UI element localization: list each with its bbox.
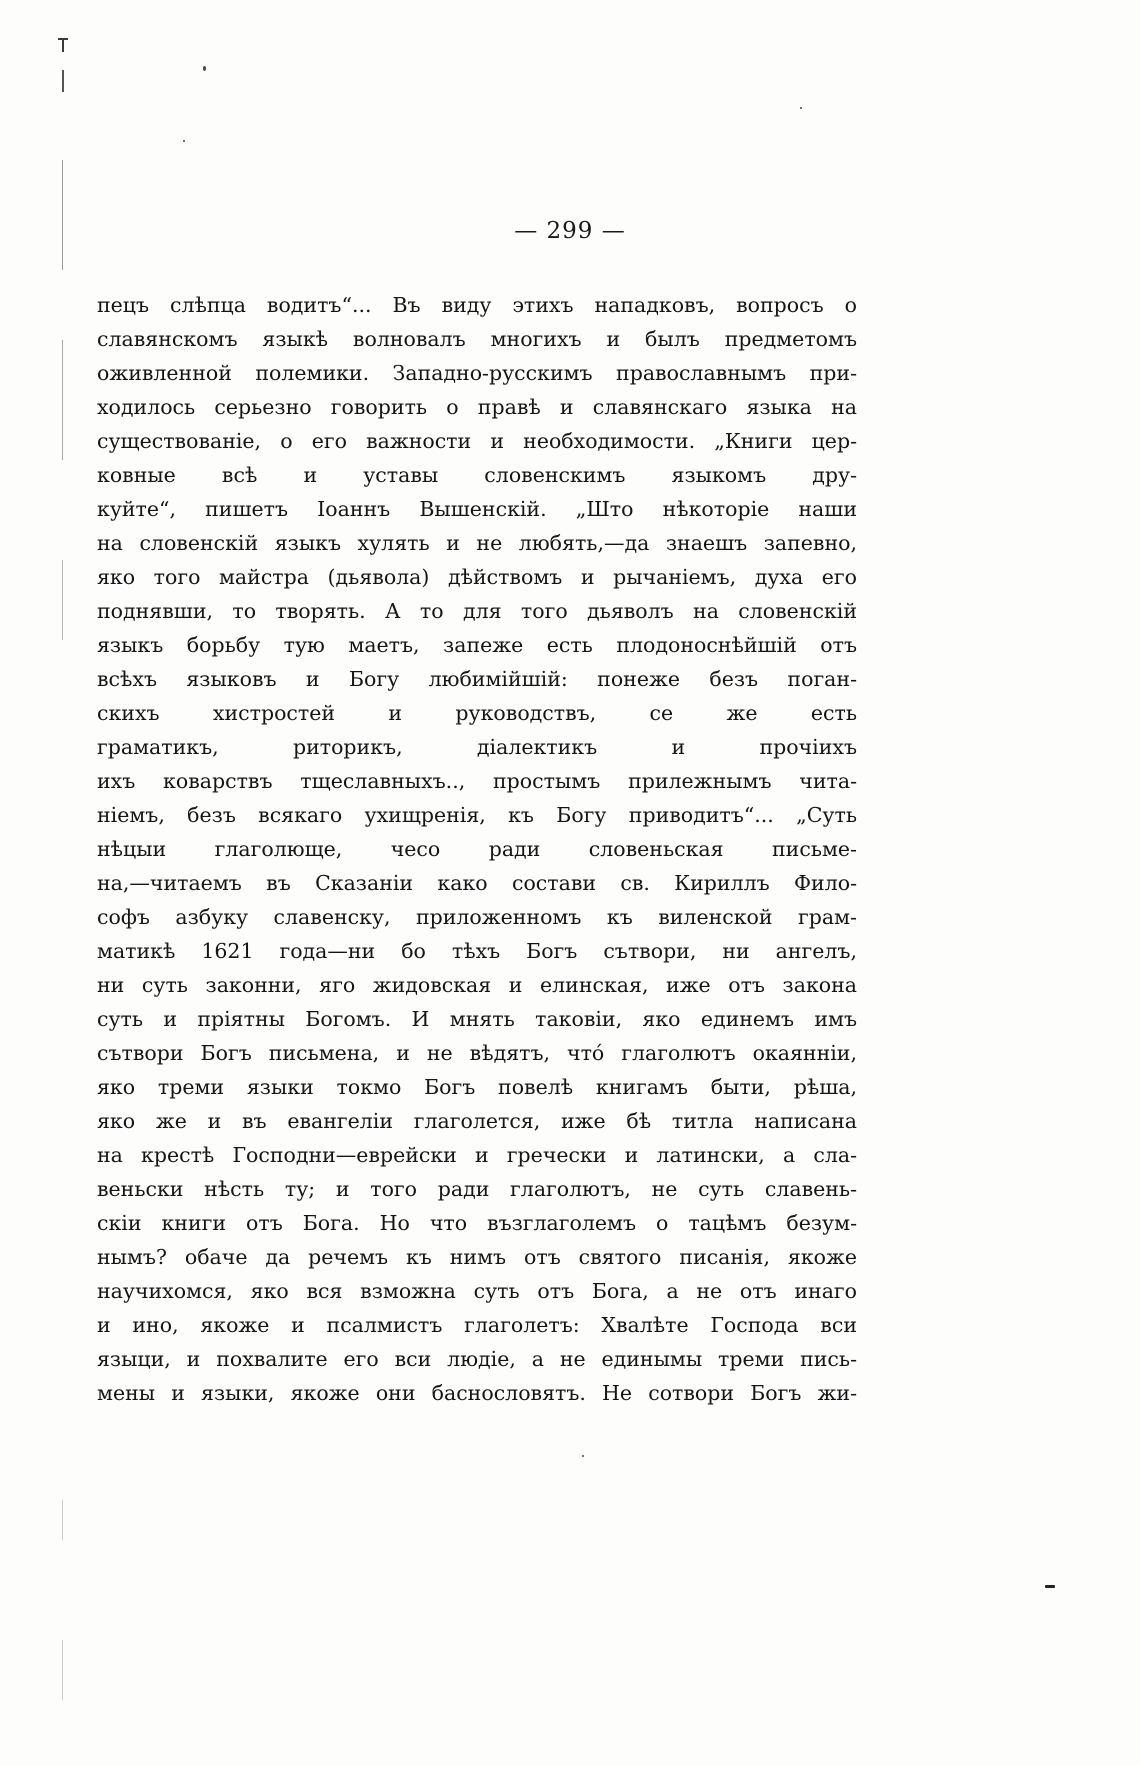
text-line: скихъ хистростей и руководствъ, се же есть [97, 701, 857, 725]
text-line: скіи книги отъ Бога. Но что възглаголемъ о тацѣмъ безум- [97, 1211, 857, 1235]
text-line: нымъ? обаче да речемъ къ нимъ отъ святого писанія, якоже [97, 1245, 857, 1269]
scan-edge-mark [62, 560, 63, 640]
scan-edge-mark [62, 340, 63, 460]
scan-edge-mark [62, 38, 64, 52]
text-line: матикѣ 1621 года—ни бо тѣхъ Богъ сътвори, ни ангелъ, [97, 939, 857, 963]
text-line: нѣцыи глаголюще, чесо ради словеньская письме- [97, 837, 857, 861]
text-line: суть и пріятны Богомъ. И мнять таковіи, яко единемъ имъ [97, 1007, 857, 1031]
body-text [97, 288, 857, 1410]
text-line: всѣхъ языковъ и Богу любимійшій: понеже безъ поган- [97, 667, 857, 691]
page-number: — 299 — [514, 218, 626, 244]
text-line: ніемъ, безъ всякаго ухищренія, къ Богу приводитъ“... „Суть [97, 803, 857, 827]
text-line: языкъ борьбу тую маетъ, запеже есть плодоноснѣйшій отъ [97, 633, 857, 657]
text-line: существованіе, о его важности и необходимости. „Книги цер- [97, 429, 857, 453]
text-line: на,—читаемъ въ Сказаніи како состави св. Кириллъ Фило- [97, 871, 857, 895]
scan-speck [203, 66, 206, 71]
scan-edge-mark [62, 160, 63, 270]
text-line: научихомся, яко вся взможна суть отъ Бога, а не отъ инаго [97, 1279, 857, 1303]
text-line: веньски нѣсть ту; и того ради глаголютъ, не суть славень- [97, 1177, 857, 1201]
text-line: софъ азбуку славенску, приложенномъ къ виленской грам- [97, 905, 857, 929]
text-line: ходилось серьезно говорить о правѣ и славянскаго языка на [97, 395, 857, 419]
scan-edge-mark [62, 1500, 63, 1540]
text-line: ни суть законни, яго жидовская и елинская, иже отъ закона [97, 973, 857, 997]
text-line: поднявши, то творять. А то для того дьяволъ на словенскій [97, 599, 857, 623]
scan-speck [183, 140, 185, 142]
text-line: на словенскій языкъ хулять и не любять,—да знаешъ запевно, [97, 531, 857, 555]
text-line: куйте“, пишетъ Іоаннъ Вышенскій. „Што нѣкоторіе наши [97, 497, 857, 521]
scan-speck [800, 107, 802, 109]
text-line: ковные всѣ и уставы словенскимъ языкомъ дру- [97, 463, 857, 487]
text-line: яко же и въ евангеліи глаголется, иже бѣ титла написана [97, 1109, 857, 1133]
text-line: сътвори Богъ письмена, и не вѣдятъ, что́ глаголютъ окаянніи, [97, 1041, 857, 1065]
text-line: оживленной полемики. Западно-русскимъ православнымъ при- [97, 361, 857, 385]
scan-edge-mark [62, 70, 64, 92]
text-line: граматикъ, риторикъ, діалектикъ и прочіихъ [97, 735, 857, 759]
text-line: языци, и похвалите его вси людіе, а не единымы треми пись- [97, 1347, 857, 1371]
text-line: славянскомъ языкѣ волновалъ многихъ и былъ предметомъ [97, 327, 857, 351]
text-line: пецъ слѣпца водитъ“... Въ виду этихъ нападковъ, вопросъ о [97, 293, 857, 317]
text-line: яко того майстра (дьявола) дѣйствомъ и рычаніемъ, духа его [97, 565, 857, 589]
text-line: и ино, якоже и псалмистъ глаголетъ: Хвалѣте Господа вси [97, 1313, 857, 1337]
text-line: мены и языки, якоже они баснословятъ. Не сотвори Богъ жи- [97, 1381, 857, 1405]
scan-speck [1045, 1585, 1055, 1588]
text-line: яко треми языки токмо Богъ повелѣ книгамъ быти, рѣша, [97, 1075, 857, 1099]
scan-speck [582, 1455, 584, 1457]
text-line: на крестѣ Господни—еврейски и гречески и латински, а сла- [97, 1143, 857, 1167]
text-line: ихъ коварствъ тщеславныхъ.., простымъ прилежнымъ чита- [97, 769, 857, 793]
scan-edge-mark [62, 1640, 63, 1700]
